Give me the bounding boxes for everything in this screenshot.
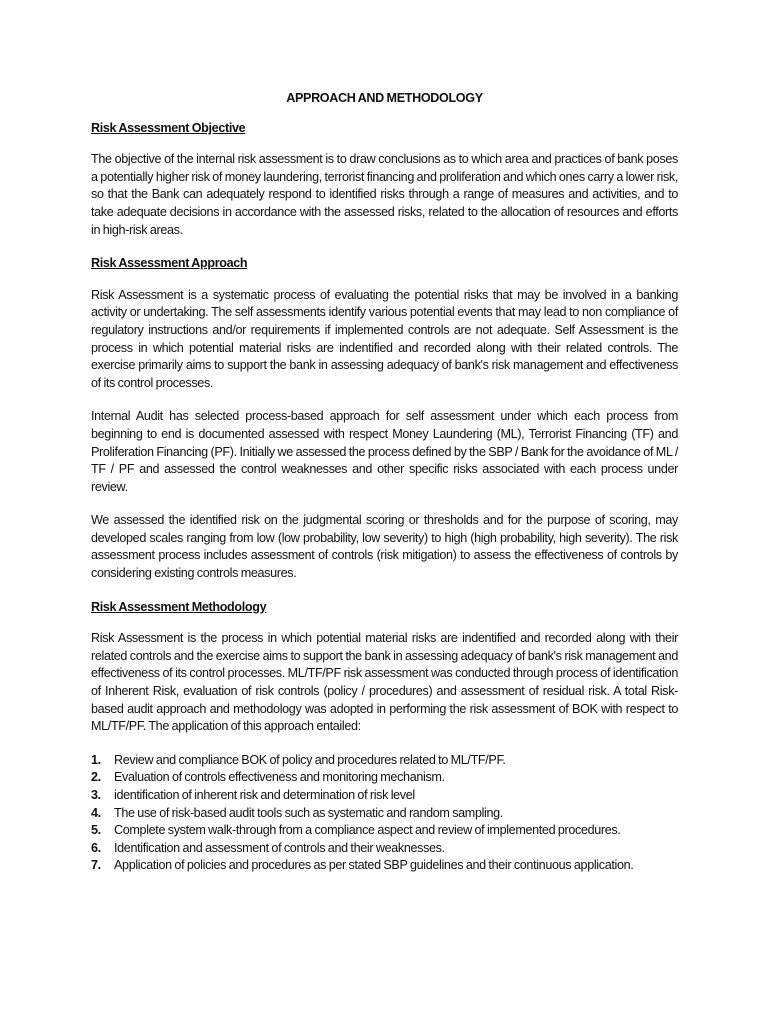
list-item-text: identification of inherent risk and determination of risk level xyxy=(114,788,415,802)
document-page xyxy=(91,90,678,875)
list-item xyxy=(91,769,678,787)
list-item-number: 3. xyxy=(91,788,101,802)
list-item xyxy=(91,752,678,770)
approach-paragraph-2: Internal Audit has selected process-based approach for self assessment under which each process from beginning to end is documented assessed with respect Money Laundering (ML), Terrorist Financing (TF) and Proliferation Financing (PF). Initially we assessed the process defined by the SBP / Bank for the avoidance of ML / TF / PF and assessed the control weaknesses and other specific risks associated with each process under review. xyxy=(91,409,678,494)
objective-heading: Risk Assessment Objective xyxy=(91,120,246,135)
list-item-number: 5. xyxy=(91,823,101,838)
list-item-number: 6. xyxy=(91,840,101,855)
list-item xyxy=(91,857,678,875)
methodology-list xyxy=(91,752,678,875)
page-title: APPROACH AND METHODOLOGY xyxy=(286,91,483,105)
list-item-number: 2. xyxy=(91,770,101,785)
list-item xyxy=(91,840,678,858)
list-item-text: Application of policies and procedures as per stated SBP guidelines and their continuous application. xyxy=(114,858,634,873)
approach-paragraph-3: We assessed the identified risk on the judgmental scoring or thresholds and for the purpose of scoring, may developed scales ranging from low (low probability, low severity) to high (high probability, high severity). The risk assessment process includes assessment of controls (risk mitigation) to assess the effectiveness of controls by considering existing controls measures. xyxy=(91,513,678,581)
approach-paragraph-1: Risk Assessment is a systematic process of evaluating the potential risks that may be involved in a banking activity or undertaking. The self assessments identify various potential events that may lead to non compliance of regulatory instructions and/or requirements if implemented controls are not adequate. Self Assessment is the process in which potential material risks are indentified and recorded along with their related controls. The exercise primarily aims to support the bank in assessing adequacy of bank's risk management and effectiveness of its control processes. xyxy=(91,287,678,390)
list-item-text: Identification and assessment of controls and their weaknesses. xyxy=(114,840,445,855)
list-item xyxy=(91,805,678,823)
objective-paragraph: The objective of the internal risk assessment is to draw conclusions as to which area and practices of bank poses a potentially higher risk of money laundering, terrorist financing and proliferation and which ones carry a lower risk, so that the Bank can adequately respond to identified risks through a range of measures and activities, and to take adequate decisions in accordance with the assessed risks, related to the allocation of resources and efforts in high-risk areas. xyxy=(91,152,678,237)
methodology-paragraph: Risk Assessment is the process in which potential material risks are indentified and recorded along with their related controls and the exercise aims to support the bank in assessing adequacy of bank's risk management and effectiveness of its control processes. ML/TF/PF risk assessment was conducted through process of identification of Inherent Risk, evaluation of risk controls (policy / procedures) and assessment of residual risk. A total Risk-based audit approach and methodology was adopted in performing the risk assessment of BOK with respect to ML/TF/PF. The application of this approach entailed: xyxy=(91,631,678,734)
list-item-text: Complete system walk-through from a compliance aspect and review of implemented procedures. xyxy=(114,823,621,838)
list-item-text: Review and compliance BOK of policy and procedures related to ML/TF/PF. xyxy=(114,752,506,767)
list-item-number: 1. xyxy=(91,752,101,767)
list-item-number: 7. xyxy=(91,858,101,873)
list-item-number: 4. xyxy=(91,805,101,820)
list-item-text: The use of risk-based audit tools such as systematic and random sampling. xyxy=(114,805,503,820)
list-item xyxy=(91,822,678,840)
methodology-heading: Risk Assessment Methodology xyxy=(91,599,267,614)
approach-heading: Risk Assessment Approach xyxy=(91,256,248,271)
list-item-text: Evaluation of controls effectiveness and monitoring mechanism. xyxy=(114,770,445,785)
list-item xyxy=(91,787,678,805)
